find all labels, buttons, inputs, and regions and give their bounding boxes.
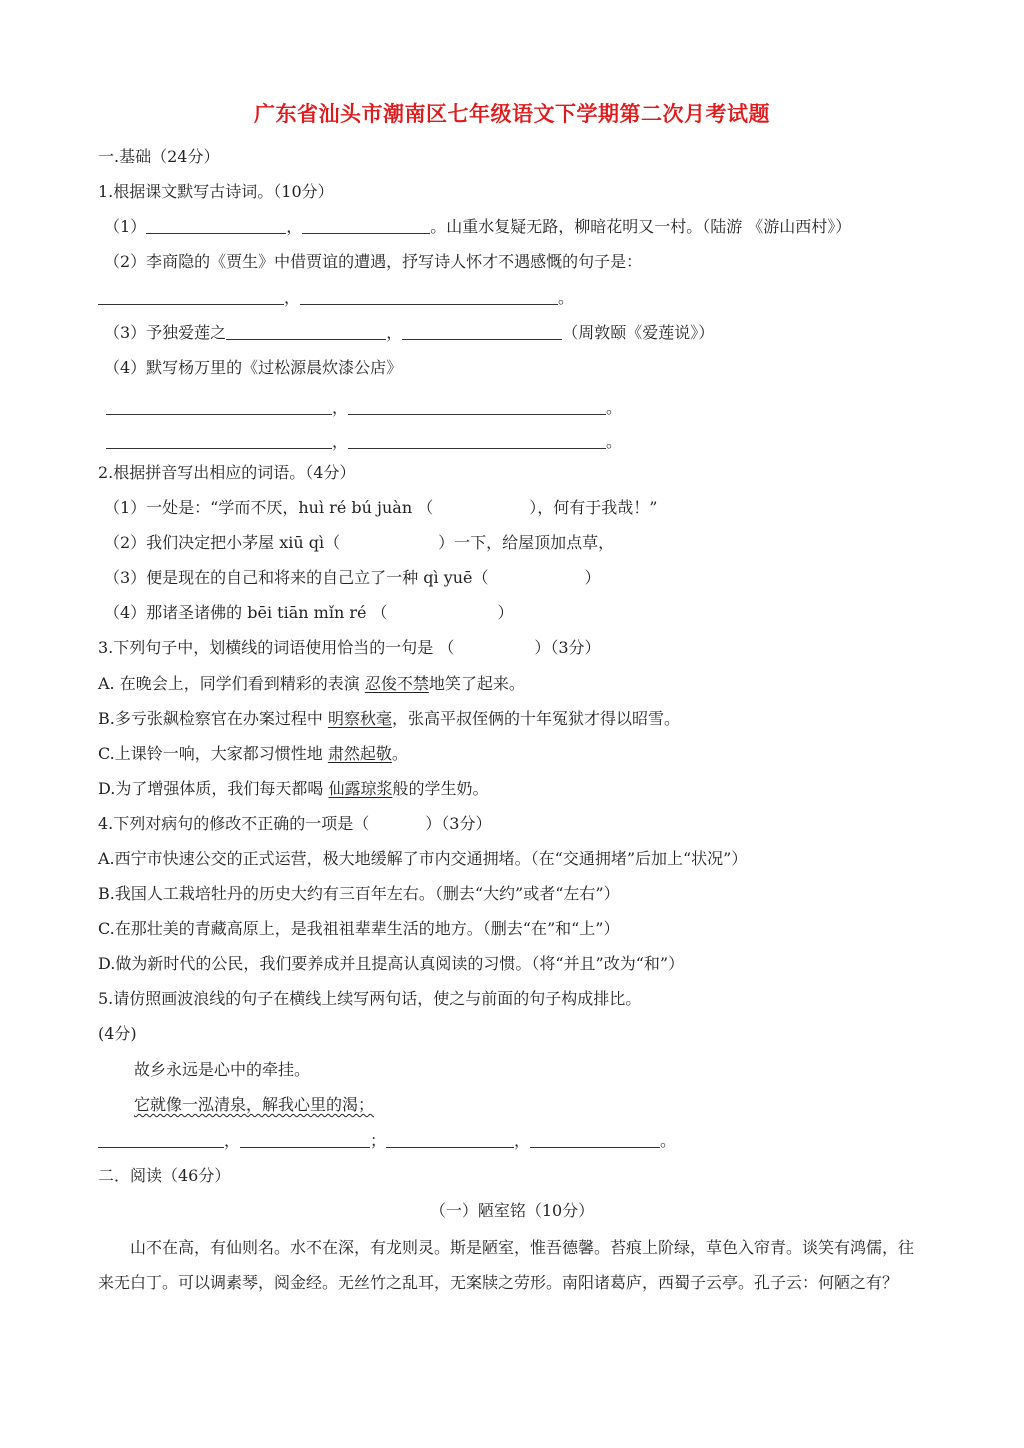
q2-item-3 (104, 567, 601, 589)
q5-score: (4分) (98, 1024, 137, 1043)
section-1-heading: 一.基础（24分） (98, 147, 220, 166)
option-text: B.多亏张飙检察官在办案过程中 (98, 709, 323, 728)
answer-blank[interactable] (530, 1131, 660, 1148)
wavy-underlined-sentence: 它就像一泓清泉，解我心里的渴； (134, 1095, 375, 1114)
option-text: 般的学生奶。 (392, 779, 489, 798)
q3-option-b (98, 708, 680, 730)
q3-stem-text: 3.下列句子中，划横线的词语使用恰当的一句是 （ (98, 638, 455, 657)
answer-blank[interactable] (348, 398, 606, 415)
q1-item-4-answer-line-1 (106, 397, 622, 419)
q5-line-1: 故乡永远是心中的牵挂。 (134, 1060, 311, 1079)
q4-stem-text: 4.下列对病句的修改不正确的一项是（ (98, 814, 370, 833)
answer-blank[interactable] (240, 1131, 370, 1148)
comma: ， (332, 398, 349, 417)
q3-option-a (98, 673, 525, 695)
q5-stem: 5.请仿照画波浪线的句子在横线上续写两句话，使之与前面的句子构成排比。 (98, 989, 642, 1008)
answer-blank[interactable] (106, 398, 332, 415)
answer-blank[interactable] (226, 323, 386, 340)
comma: ， (284, 288, 301, 307)
period: 。 (558, 288, 575, 307)
q1-item-2: （2）李商隐的《贾生》中借贾谊的遭遇，抒写诗人怀才不遇感慨的句子是： (104, 252, 643, 271)
q4-option-c: C.在那壮美的青藏高原上，是我祖祖辈辈生活的地方。（删去“在”和“上”） (98, 919, 620, 938)
q1-item-1-num: （1） (104, 217, 147, 236)
q3-stem (98, 637, 601, 659)
period: 。 (606, 432, 623, 451)
q5-answer-line (98, 1130, 676, 1152)
option-text: 。 (391, 744, 408, 763)
q1-item-1 (104, 216, 851, 238)
q1-stem: 1.根据课文默写古诗词。（10分） (98, 182, 334, 201)
section-2-heading: 二．阅读（46分） (98, 1166, 231, 1185)
comma: ， (224, 1131, 241, 1150)
q5-line-2 (134, 1094, 374, 1116)
answer-blank[interactable] (98, 288, 284, 305)
q4-stem-score: ）（3分） (425, 814, 492, 833)
q4-option-a: A.西宁市快速公交的正式运营，极大地缓解了市内交通拥堵。（在“交通拥堵”后加上“状况”） (98, 849, 748, 868)
comma: ， (386, 323, 403, 342)
q2-stem: 2.根据拼音写出相应的词语。（4分） (98, 463, 356, 482)
comma: ， (286, 217, 303, 236)
q3-option-d (98, 778, 488, 800)
q4-option-b: B.我国人工栽培牡丹的历史大约有三百年左右。（删去“大约”或者“左右”） (98, 884, 620, 903)
comma: ， (514, 1131, 531, 1150)
q3-option-c (98, 743, 408, 765)
answer-blank[interactable] (106, 432, 332, 449)
q2-item-2-tail: ）一下，给屋顶加点草， (438, 533, 615, 552)
answer-blank[interactable] (348, 432, 606, 449)
q1-item-4-answer-line-2 (106, 431, 622, 453)
q2-item-2-text: （2）我们决定把小茅屋 xiū qì（ (104, 533, 341, 552)
answer-blank[interactable] (300, 288, 558, 305)
answer-blank[interactable] (302, 217, 430, 234)
answer-blank[interactable] (98, 1131, 224, 1148)
option-text: 地笑了起来。 (428, 674, 525, 693)
q4-option-d: D.做为新时代的公民，我们要养成并且提高认真阅读的习惯。（将“并且”改为“和”） (98, 954, 685, 973)
q2-item-2 (104, 532, 614, 554)
q1-item-1-text: 。山重水复疑无路，柳暗花明又一村。（陆游 《游山西村》） (430, 217, 852, 236)
q2-item-1 (104, 497, 657, 519)
answer-blank[interactable] (386, 1131, 514, 1148)
option-text: D.为了增强体质，我们每天都喝 (98, 779, 324, 798)
comma: ， (332, 432, 349, 451)
option-text: ，张高平叔侄俩的十年冤狱才得以昭雪。 (391, 709, 680, 728)
underlined-word: 肃然起敬 (327, 744, 392, 763)
q2-item-4-tail: ） (497, 603, 514, 622)
q1-item-2-answer-line (98, 287, 574, 309)
q2-item-4-text: （4）那诸圣诸佛的 bēi tiān mǐn ré （ (104, 603, 388, 622)
answer-blank[interactable] (146, 217, 286, 234)
q2-item-1-tail: ），何有于我哉！” (529, 498, 658, 517)
q4-stem (98, 813, 491, 835)
q2-item-3-text: （3）便是现在的自己和将来的自己立了一种 qì yuē（ (104, 568, 489, 587)
period: 。 (606, 398, 623, 417)
q2-item-3-tail: ） (584, 568, 601, 587)
reading-1-passage: 山不在高，有仙则名。水不在深，有龙则灵。斯是陋室，惟吾德馨。苔痕上阶绿，草色入帘青。谈笑有鸿儒，往来无白丁。可以调素琴，阅金经。无丝竹之乱耳，无案牍之劳形。南阳诸葛庐，西蜀子云亭。孔子云：何陋之有？ (98, 1238, 915, 1292)
q1-item-3-source: （周敦颐《爱莲说》） (562, 323, 715, 342)
answer-blank[interactable] (402, 323, 562, 340)
underlined-word: 明察秋毫 (327, 709, 392, 728)
option-text: A. 在晚会上，同学们看到精彩的表演 (98, 674, 360, 693)
underlined-word: 仙露琼浆 (328, 779, 393, 798)
page-title: 广东省汕头市潮南区七年级语文下学期第二次月考试题 (254, 101, 770, 126)
q2-item-4 (104, 602, 514, 624)
q2-item-1-text: （1）一处是：“学而不厌，huì ré bú juàn （ (104, 498, 434, 517)
semicolon: ； (370, 1131, 387, 1150)
q1-item-4: （4）默写杨万里的《过松源晨炊漆公店》 (104, 358, 403, 377)
option-text: C.上课铃一响，大家都习惯性地 (98, 744, 323, 763)
q1-item-3 (104, 322, 714, 344)
reading-1-title: （一）陋室铭（10分） (429, 1201, 595, 1220)
q3-stem-score: ）（3分） (534, 638, 601, 657)
q1-item-3-text: （3）予独爱莲之 (104, 323, 227, 342)
underlined-word: 忍俊不禁 (364, 674, 429, 693)
period: 。 (660, 1131, 677, 1150)
